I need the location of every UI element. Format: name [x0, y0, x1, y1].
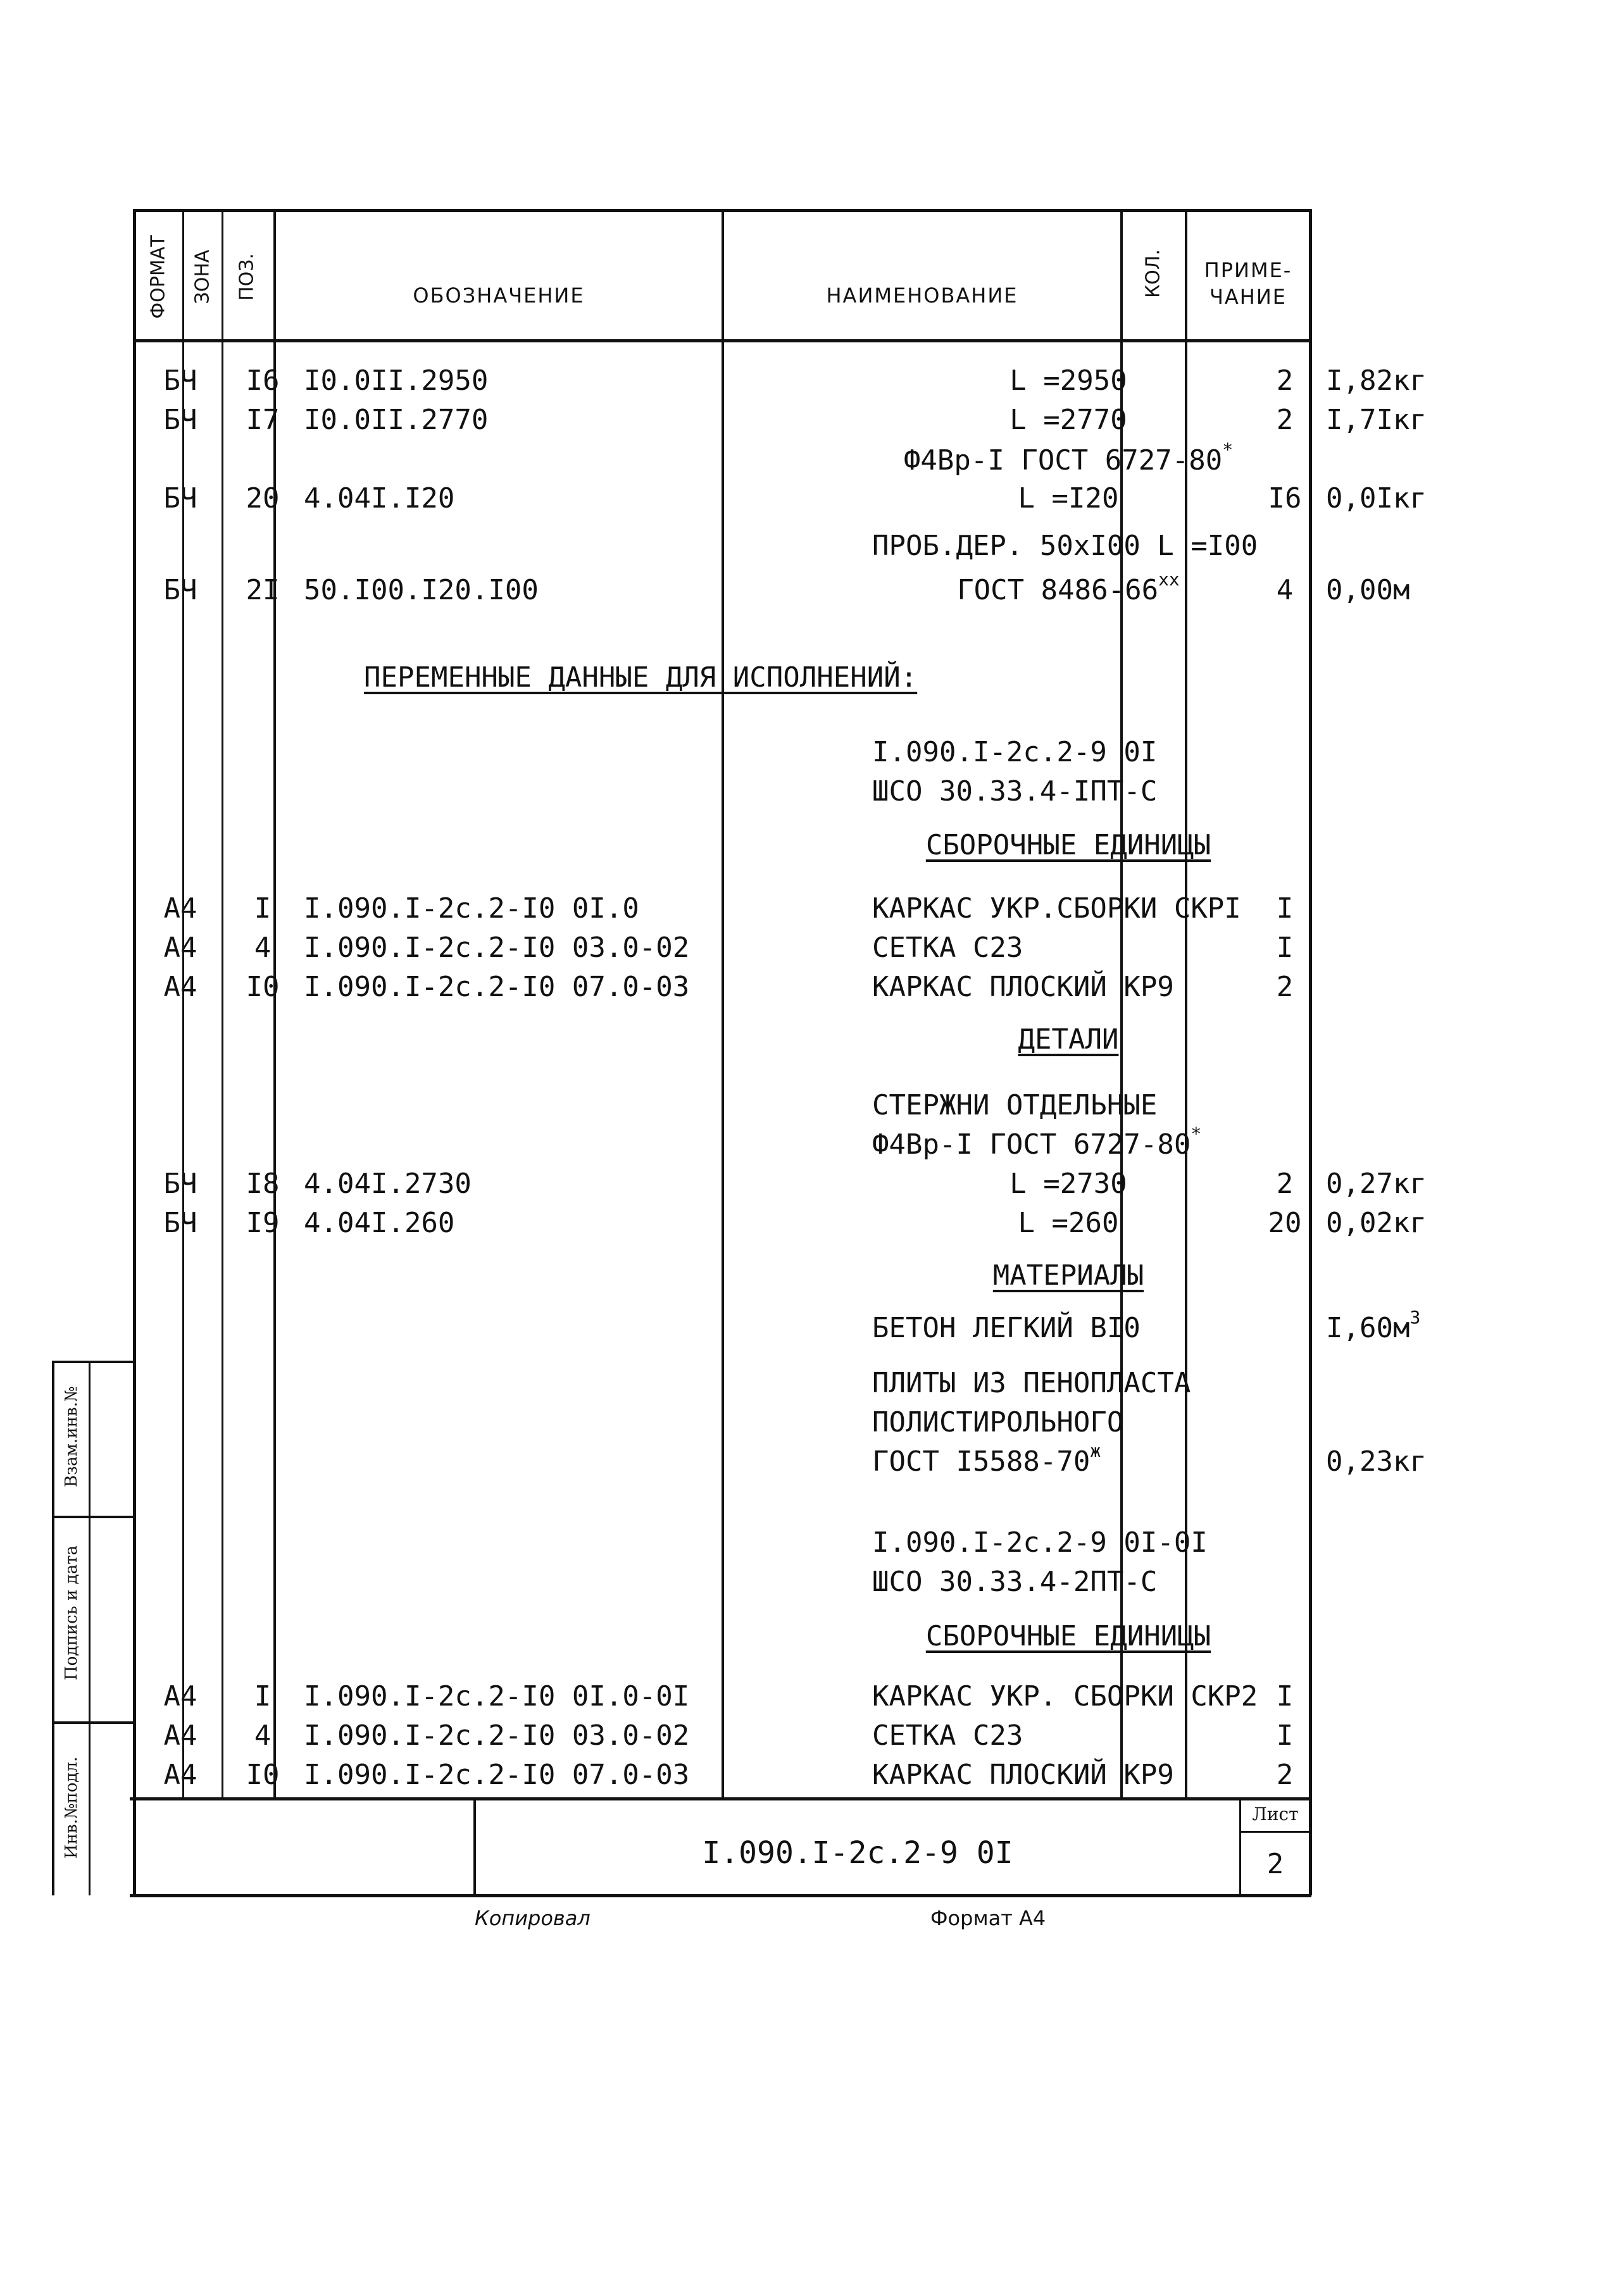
cell-name-sup: * — [1191, 1123, 1202, 1144]
cell-format: БЧ — [163, 1207, 197, 1239]
cell-name-text: ПОЛИСТИРОЛЬНОГО — [872, 1406, 1124, 1438]
cell-name-text: Ф4Вр-I ГОСТ 6727-80 — [903, 444, 1223, 477]
cell-quantity: I — [1276, 892, 1294, 925]
header-note-1: ПРИМЕ- — [1204, 258, 1292, 282]
cell-position: 4 — [254, 1719, 272, 1752]
cell-note-sup: 3 — [1409, 1307, 1421, 1328]
cell-name — [872, 1164, 1265, 1204]
table-row — [136, 527, 1310, 566]
cell-note — [1326, 1204, 1453, 1243]
cell-name-text: БЕТОН ЛЕГКИЙ ВI0 — [872, 1312, 1141, 1344]
cell-quantity: 2 — [1276, 971, 1294, 1003]
cell-designation: I.090.I-2с.2-I0 0I.0 — [304, 892, 639, 925]
cell-quantity: 2 — [1276, 365, 1294, 397]
cell-name — [872, 571, 1265, 610]
cell-name — [872, 1756, 1265, 1795]
cell-note-text: I,60м — [1326, 1312, 1410, 1344]
table-row — [136, 1403, 1310, 1442]
table-row — [136, 1716, 1310, 1756]
section-title: СБОРОЧНЫЕ ЕДИНИЦЫ — [925, 829, 1211, 861]
header-name: НАИМЕНОВАНИЕ — [826, 284, 1018, 308]
cell-format: А4 — [163, 892, 197, 925]
cell-format: А4 — [163, 1680, 197, 1713]
cell-name — [872, 928, 1265, 968]
table-row — [136, 1204, 1427, 1243]
section-row — [136, 1256, 1310, 1295]
cell-format: БЧ — [163, 574, 197, 606]
cell-name — [872, 889, 1265, 928]
stamp-top — [52, 1361, 133, 1363]
cell-name — [872, 1403, 1265, 1442]
table-row — [136, 968, 1310, 1007]
cell-name — [872, 361, 1265, 401]
cell-name-text: КАРКАС УКР. СБОРКИ СКР2 — [872, 1680, 1258, 1713]
table-row — [136, 1307, 1421, 1348]
cell-quantity: 2 — [1276, 404, 1294, 436]
cell-name — [872, 401, 1265, 440]
cell-position: 4 — [254, 932, 272, 964]
stamp-mid — [89, 1361, 91, 1895]
cell-name — [872, 733, 1265, 772]
cell-format: А4 — [163, 1759, 197, 1791]
cell-name — [872, 1125, 1265, 1164]
cell-note — [1326, 401, 1453, 440]
section-title: СБОРОЧНЫЕ ЕДИНИЦЫ — [925, 1620, 1211, 1652]
cell-name — [872, 1523, 1265, 1563]
cell-quantity: 20 — [1268, 1207, 1302, 1239]
sheet-number: 2 — [1266, 1848, 1284, 1880]
cell-name-sup: * — [1222, 439, 1234, 460]
cell-name-text: СЕТКА С23 — [872, 1719, 1023, 1752]
table-row — [136, 1364, 1310, 1403]
table-row — [136, 1677, 1310, 1716]
cell-note-text: 0,00м — [1326, 574, 1410, 606]
cell-name-text: ПЛИТЫ ИЗ ПЕНОПЛАСТА — [872, 1367, 1191, 1399]
cell-name-text: ШСО 30.33.4-IПТ-С — [872, 775, 1158, 808]
table-row — [136, 1164, 1427, 1204]
cell-designation: I.090.I-2с.2-I0 07.0-03 — [304, 971, 690, 1003]
table-row — [136, 569, 1410, 610]
cell-designation: I.090.I-2с.2-I0 03.0-02 — [304, 932, 690, 964]
frame-bottom — [130, 1894, 1311, 1897]
table-row — [136, 889, 1310, 928]
cell-designation: I0.0II.2770 — [304, 404, 489, 436]
cell-designation: I0.0II.2950 — [304, 365, 489, 397]
cell-position: I6 — [246, 365, 280, 397]
specification-table-body — [136, 0, 1427, 1797]
cell-name — [872, 479, 1265, 518]
header-format: ФОРМАТ — [147, 235, 170, 319]
cell-format: БЧ — [163, 1168, 197, 1200]
cell-position: I0 — [246, 1759, 280, 1791]
cell-note — [1326, 1309, 1453, 1348]
cell-name-text: ГОСТ 8486-66 — [957, 574, 1159, 606]
cell-name-text: КАРКАС ПЛОСКИЙ КР9 — [872, 1759, 1174, 1791]
cell-note-text: I,82кг — [1326, 365, 1427, 397]
stamp-replace-inv: Взам.инв.№ — [62, 1386, 81, 1487]
cell-note — [1326, 1164, 1453, 1204]
cell-name — [872, 772, 1265, 811]
table-row — [136, 1563, 1310, 1602]
cell-designation: I.090.I-2с.2-I0 03.0-02 — [304, 1719, 690, 1752]
cell-designation: 50.I00.I20.I00 — [304, 574, 539, 606]
cell-name — [872, 1563, 1265, 1602]
stamp-left — [52, 1361, 54, 1895]
table-row — [136, 1125, 1310, 1164]
variable-data-heading: ПЕРЕМЕННЫЕ ДАННЫЕ ДЛЯ ИСПОЛНЕНИЙ: — [364, 661, 918, 694]
cell-name-sup: хх — [1158, 569, 1180, 590]
cell-name-text: Ф4Вр-I ГОСТ 6727-80 — [872, 1128, 1191, 1161]
stamp-sign-date: Подпись и дата — [62, 1545, 81, 1680]
section-title: ДЕТАЛИ — [1018, 1023, 1119, 1056]
cell-name — [872, 441, 1265, 480]
footer-copied: Копировал — [475, 1906, 591, 1930]
cell-designation: 4.04I.260 — [304, 1207, 455, 1239]
cell-name-text: ШСО 30.33.4-2ПТ-С — [872, 1566, 1158, 1598]
table-row — [136, 441, 1310, 480]
table-row — [136, 401, 1427, 440]
table-row — [136, 1086, 1310, 1125]
cell-name-text: СЕТКА С23 — [872, 932, 1023, 964]
cell-name — [872, 527, 1265, 566]
cell-note-text: 0,27кг — [1326, 1168, 1427, 1200]
cell-name-text: ГОСТ I5588-70 — [872, 1445, 1091, 1478]
cell-name — [872, 1442, 1265, 1482]
cell-quantity: 4 — [1276, 574, 1294, 606]
cell-format: БЧ — [163, 365, 197, 397]
cell-name — [872, 1677, 1265, 1716]
stamp-inv-orig: Инв.№подл. — [62, 1756, 81, 1859]
table-row — [136, 361, 1427, 401]
cell-name — [872, 1086, 1265, 1125]
cell-format: А4 — [163, 971, 197, 1003]
cell-format: БЧ — [163, 404, 197, 436]
cell-position: I — [254, 892, 272, 925]
cell-note — [1326, 361, 1453, 401]
cell-name-text: L =260 — [1018, 1207, 1119, 1239]
cell-quantity: 2 — [1276, 1759, 1294, 1791]
stamp-sep-1 — [52, 1516, 133, 1518]
cell-name-text: КАРКАС ПЛОСКИЙ КР9 — [872, 971, 1174, 1003]
cell-name — [872, 1204, 1265, 1243]
table-row — [136, 1756, 1310, 1795]
cell-designation: I.090.I-2с.2-I0 0I.0-0I — [304, 1680, 690, 1713]
cell-position: I8 — [246, 1168, 280, 1200]
cell-format: А4 — [163, 932, 197, 964]
cell-note — [1326, 479, 1453, 518]
document-code: I.090.I-2с.2-9 0I — [702, 1835, 1013, 1871]
cell-note — [1326, 571, 1453, 610]
cell-name-text: КАРКАС УКР.СБОРКИ СКРI — [872, 892, 1241, 925]
cell-quantity: 2 — [1276, 1168, 1294, 1200]
cell-note — [1326, 1442, 1453, 1482]
cell-note-text: I,7Iкг — [1326, 404, 1427, 436]
cell-name-text: СТЕРЖНИ ОТДЕЛЬНЫЕ — [872, 1089, 1158, 1121]
sheet-cell-sep — [1239, 1831, 1310, 1833]
section-row — [136, 1617, 1310, 1656]
cell-name — [872, 1716, 1265, 1756]
header-designation: ОБОЗНАЧЕНИЕ — [413, 284, 585, 308]
cell-format: А4 — [163, 1719, 197, 1752]
cell-name-sup: ж — [1090, 1440, 1101, 1461]
cell-designation: 4.04I.I20 — [304, 482, 455, 515]
cell-designation: 4.04I.2730 — [304, 1168, 472, 1200]
stamp-sep-2 — [52, 1721, 133, 1724]
cell-quantity: I6 — [1268, 482, 1302, 515]
cell-note-text: 0,23кг — [1326, 1445, 1427, 1478]
table-row — [136, 479, 1427, 518]
table-row — [136, 1523, 1310, 1563]
sheet-label: Лист — [1252, 1804, 1299, 1825]
cell-name-text: I.090.I-2с.2-9 0I-0I — [872, 1526, 1208, 1559]
cell-name-text: ПРОБ.ДЕР. 50хI00 L =I00 — [872, 530, 1258, 562]
cell-position: I9 — [246, 1207, 280, 1239]
cell-position: I0 — [246, 971, 280, 1003]
cell-name-text: L =2950 — [1009, 365, 1127, 397]
header-qty: КОЛ. — [1142, 249, 1165, 299]
cell-quantity: I — [1276, 932, 1294, 964]
cell-quantity: I — [1276, 1680, 1294, 1713]
cell-name-text: I.090.I-2с.2-9 0I — [872, 736, 1158, 768]
cell-name-text: L =2770 — [1009, 404, 1127, 436]
cell-position: 2I — [246, 574, 280, 606]
header-note-2: ЧАНИЕ — [1209, 285, 1287, 309]
cell-position: I — [254, 1680, 272, 1713]
cell-name — [872, 1309, 1265, 1348]
cell-format: БЧ — [163, 482, 197, 515]
title-block-top — [130, 1797, 1311, 1800]
cell-name-text: L =2730 — [1009, 1168, 1127, 1200]
table-row — [136, 733, 1310, 772]
cell-name — [872, 968, 1265, 1007]
cell-quantity: I — [1276, 1719, 1294, 1752]
section-title: МАТЕРИАЛЫ — [992, 1259, 1144, 1292]
section-row — [136, 1020, 1310, 1059]
section-row — [136, 826, 1310, 865]
cell-note-text: 0,0Iкг — [1326, 482, 1427, 515]
cell-position: 20 — [246, 482, 280, 515]
footer-format: Формат А4 — [930, 1906, 1046, 1930]
header-pos: ПОЗ. — [235, 253, 258, 301]
cell-name-text: L =I20 — [1018, 482, 1119, 515]
cell-position: I7 — [246, 404, 280, 436]
table-row — [136, 1440, 1427, 1482]
cell-name — [872, 1364, 1265, 1403]
table-row — [136, 772, 1310, 811]
table-row — [136, 928, 1310, 968]
header-zone: ЗОНА — [191, 249, 214, 304]
cell-designation: I.090.I-2с.2-I0 07.0-03 — [304, 1759, 690, 1791]
cell-note-text: 0,02кг — [1326, 1207, 1427, 1239]
